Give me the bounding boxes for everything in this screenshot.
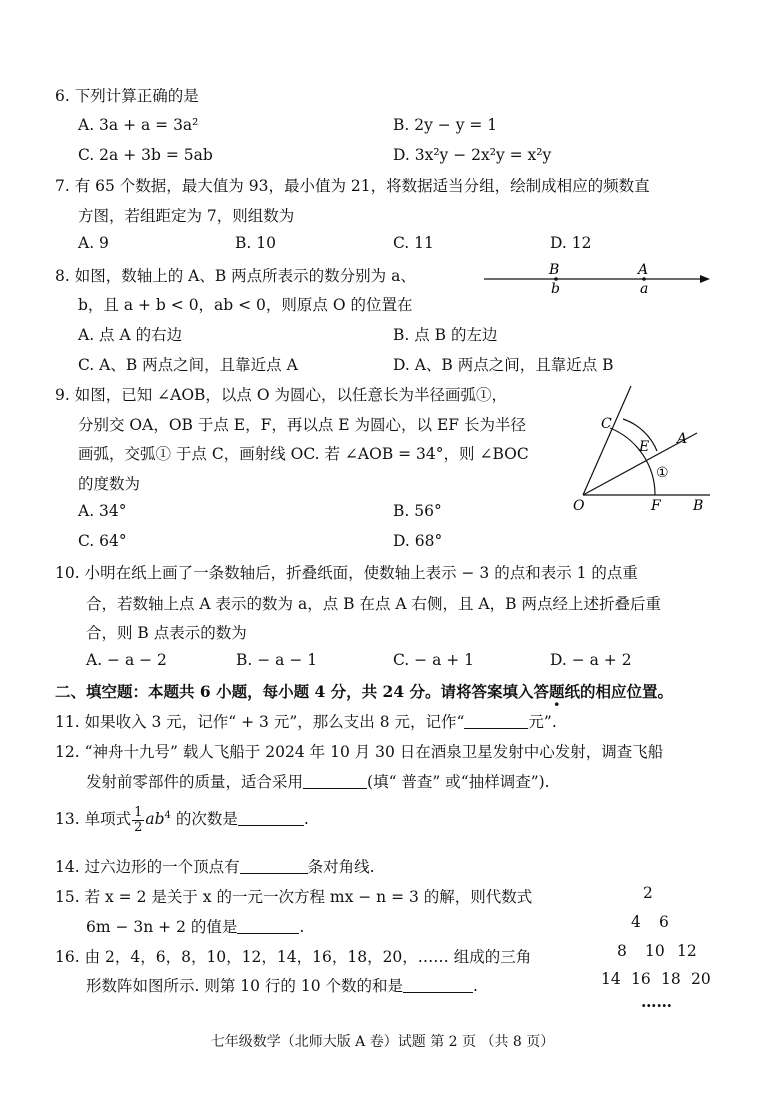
q13-answer-blank[interactable]	[238, 811, 304, 826]
q12-line-1: 12. “神舟十九号” 载人飞船于 2024 年 10 月 30 日在酒泉卫星发射中心发射，调查飞船	[55, 743, 664, 761]
section-2-heading-text: 二、填空题：本题共 6 小题，每小题 4 分，共 24 分。请将答案填入	[55, 682, 534, 701]
q8-option-a: A. 点 A 的右边	[78, 326, 183, 344]
q12-answer-blank[interactable]	[303, 774, 367, 789]
section-2-heading	[55, 680, 673, 702]
q15-line-2	[86, 915, 304, 937]
q9-fig-label-O: O	[573, 498, 585, 514]
q12-text-after: (填“ 普查” 或“抽样调查”).	[367, 773, 550, 791]
q13-text-before: 13. 单项式	[55, 810, 132, 829]
q8-option-b: B. 点 B 的左边	[393, 326, 498, 344]
q15-text-before: 6m − 3n + 2 的值是	[86, 918, 238, 936]
q8-fig-label-A: A	[638, 262, 649, 278]
triangle-row-1-item: 2	[643, 884, 653, 902]
q7-option-d: D. 12	[550, 234, 592, 252]
q14-text-after: 条对角线.	[307, 858, 375, 876]
q8-fig-label-a: a	[640, 281, 649, 297]
q15-text-after: .	[299, 918, 305, 936]
q16-text-after: .	[473, 977, 478, 995]
q16-line-1: 16. 由 2，4，6，8，10，12，14，16，18，20，…… 组成的三角	[55, 948, 532, 966]
q11-text-after: 元”.	[528, 713, 557, 731]
q11-text-before: 11. 如果收入 3 元，记作“ + 3 元”，那么支出 8 元，记作“	[55, 713, 465, 731]
triangle-row-2-item: 6	[659, 913, 669, 931]
q10-option-c: C. − a + 1	[393, 651, 475, 669]
q13-end: .	[303, 810, 309, 829]
q9-fig-label-A: A	[677, 431, 688, 447]
q10-option-a: A. − a − 2	[86, 651, 167, 669]
q13-monomial: ab	[145, 810, 165, 829]
q7-option-a: A. 9	[78, 234, 109, 252]
q7-option-c: C. 11	[393, 234, 434, 252]
q16-answer-blank[interactable]	[403, 978, 473, 993]
q9-line-2: 分别交 OA，OB 于点 E，F，再以点 E 为圆心，以 EF 长为半径	[78, 416, 526, 434]
q9-option-d: D. 68°	[393, 532, 443, 550]
triangle-number-array	[595, 880, 725, 1010]
q8-number-line-figure	[478, 260, 718, 300]
section-2-emphasis: 答题纸	[533, 682, 581, 701]
q12-line-2	[86, 770, 550, 792]
q9-line-1: 9. 如图，已知 ∠AOB，以点 O 为圆心，以任意长为半径画弧①，	[55, 386, 507, 404]
q9-line-4: 的度数为	[78, 475, 141, 493]
q6-option-d: D. 3x²y − 2x²y = x²y	[393, 146, 552, 164]
q8-fig-label-B: B	[549, 262, 560, 278]
q13-numerator: 1	[134, 805, 143, 820]
q8-line-2: b，且 a + b < 0，ab < 0，则原点 O 的位置在	[78, 296, 413, 314]
q13-line	[55, 806, 309, 834]
q16-text-before: 形数阵如图所示. 则第 10 行的 10 个数的和是	[86, 977, 404, 995]
q14-text-before: 14. 过六边形的一个顶点有	[55, 858, 240, 876]
q7-line-1: 7. 有 65 个数据，最大值为 93，最小值为 21，将数据适当分组，绘制成相应的频数直	[55, 177, 650, 195]
q8-fig-label-b: b	[551, 281, 560, 297]
q15-line-1: 15. 若 x = 2 是关于 x 的一元一次方程 mx − n = 3 的解，则代数式	[55, 888, 533, 906]
q10-line-1: 10. 小明在纸上画了一条数轴后，折叠纸面，使数轴上表示 − 3 的点和表示 1 的点重	[55, 564, 638, 582]
q9-option-c: C. 64°	[78, 532, 127, 550]
section-2-heading-tail: 的相应位置。	[580, 682, 674, 701]
q13-fraction	[132, 806, 144, 834]
page-footer: 七年级数学（北师大版 A 卷）试题 第 2 页 （共 8 页）	[210, 1034, 555, 1050]
q16-line-2	[86, 974, 478, 996]
q10-line-2: 合，若数轴上点 A 表示的数为 a，点 B 在点 A 右侧，且 A，B 两点经上述折叠后重	[86, 595, 661, 613]
q9-option-a: A. 34°	[78, 502, 127, 520]
q9-fig-label-C: C	[601, 416, 612, 432]
q6-stem: 6. 下列计算正确的是	[55, 87, 199, 105]
q6-option-b: B. 2y − y = 1	[393, 116, 498, 134]
triangle-row-4-item: 20	[691, 970, 711, 988]
q6-option-c: C. 2a + 3b = 5ab	[78, 146, 213, 164]
q10-option-b: B. − a − 1	[236, 651, 318, 669]
triangle-row-4-item: 16	[631, 970, 651, 988]
q8-option-d: D. A、B 两点之间，且靠近点 B	[393, 356, 614, 374]
q15-answer-blank[interactable]	[237, 919, 299, 934]
q9-fig-label-F: F	[651, 498, 661, 514]
q7-option-b: B. 10	[235, 234, 276, 252]
q8-line-1: 8. 如图，数轴上的 A、B 两点所表示的数分别为 a、	[55, 267, 416, 285]
q10-option-d: D. − a + 2	[550, 651, 632, 669]
triangle-row-3-item: 12	[677, 942, 697, 960]
triangle-continuation-dots: ……	[641, 992, 672, 1011]
q13-exponent: 4	[164, 809, 171, 821]
triangle-row-4-item: 14	[601, 970, 621, 988]
q6-option-a: A. 3a + a = 3a²	[78, 116, 199, 134]
q9-line-3: 画弧，交弧① 于点 C，画射线 OC. 若 ∠AOB = 34°，则 ∠BOC	[78, 445, 529, 463]
q7-line-2: 方图，若组距定为 7，则组数为	[78, 207, 295, 225]
q8-option-c: C. A、B 两点之间，且靠近点 A	[78, 356, 298, 374]
q11-answer-blank[interactable]	[464, 714, 528, 729]
triangle-row-4-item: 18	[661, 970, 681, 988]
q14-answer-blank[interactable]	[240, 859, 308, 874]
q9-fig-label-B: B	[693, 498, 704, 514]
q9-fig-arc-label: ①	[656, 465, 669, 481]
q13-text-after: 的次数是	[170, 810, 238, 829]
triangle-row-3-item: 8	[617, 942, 627, 960]
triangle-row-2-item: 4	[631, 913, 641, 931]
q10-line-3: 合，则 B 点表示的数为	[86, 624, 247, 642]
q14-line	[55, 855, 375, 877]
q9-fig-label-E: E	[639, 439, 650, 455]
q9-angle-figure	[565, 378, 725, 518]
q9-option-b: B. 56°	[393, 502, 442, 520]
triangle-row-3-item: 10	[645, 942, 665, 960]
q12-text-before: 发射前零部件的质量，适合采用	[86, 773, 304, 791]
q11-line	[55, 710, 557, 732]
q13-denominator: 2	[134, 819, 143, 835]
